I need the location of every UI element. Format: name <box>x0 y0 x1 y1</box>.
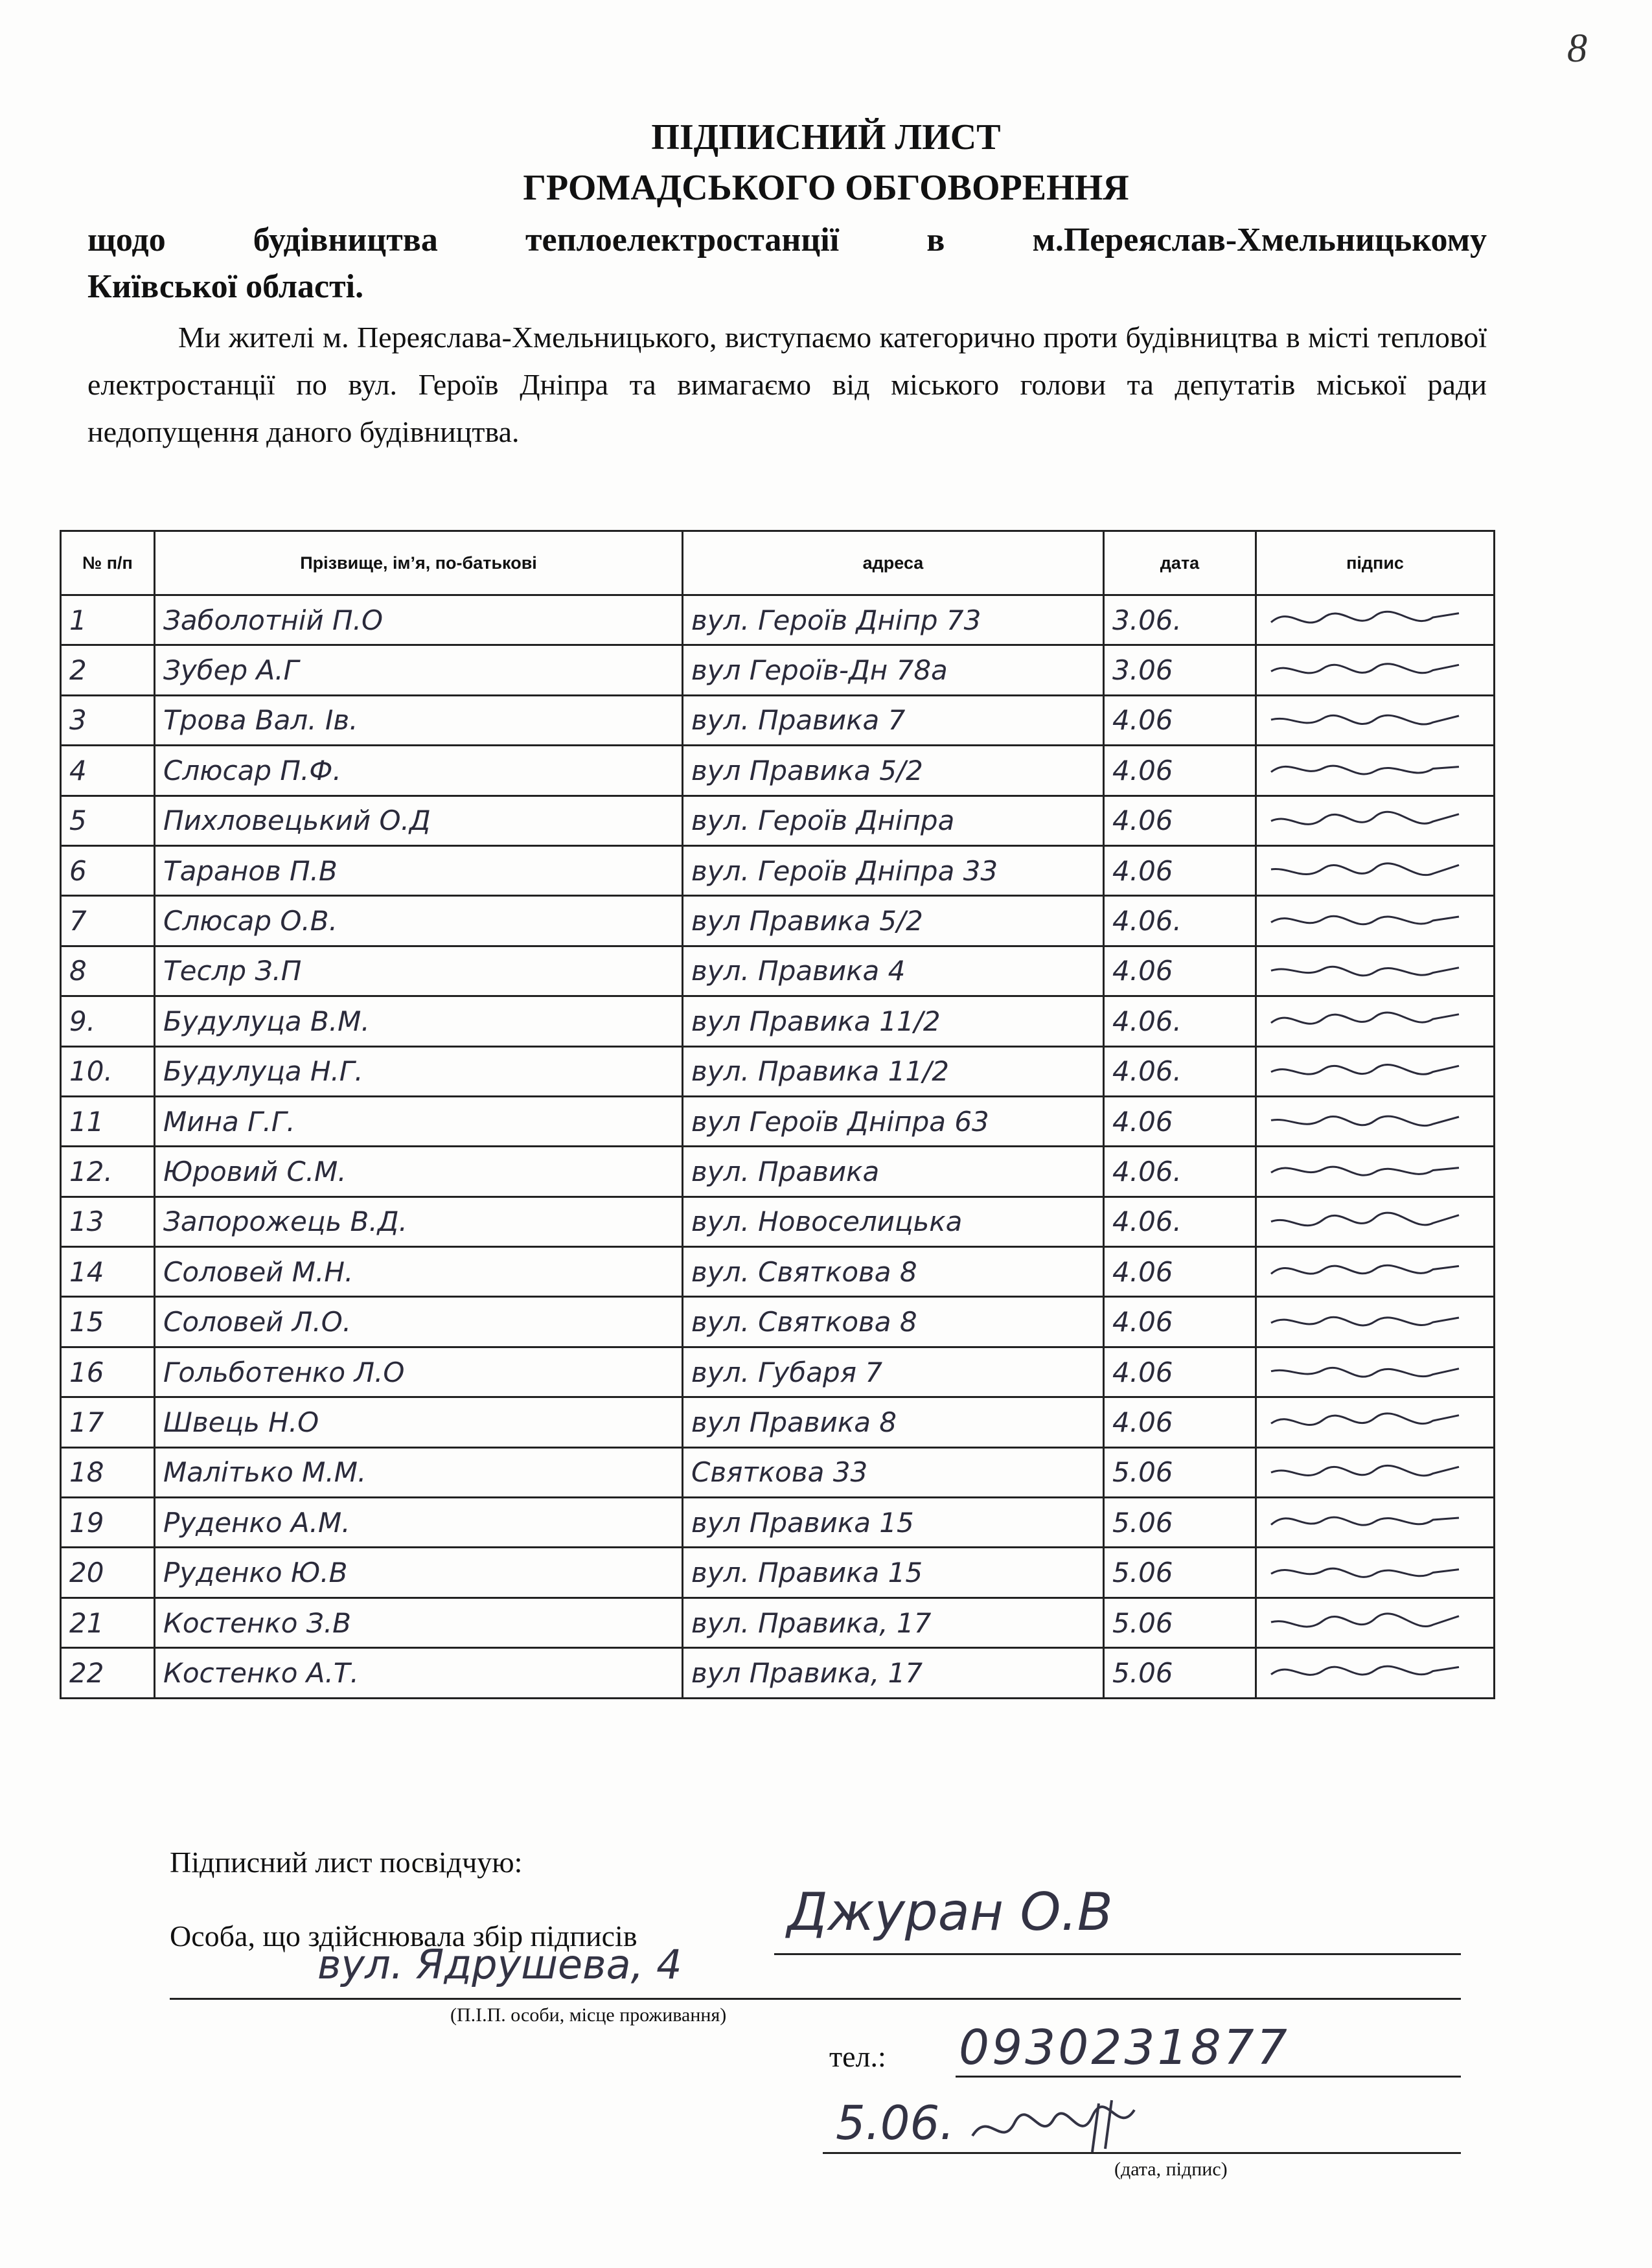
row-address: вул. Правика 4 <box>683 946 1104 996</box>
date-signature-line <box>823 2152 1461 2154</box>
row-number: 10. <box>61 1046 155 1096</box>
row-address: Святкова 33 <box>683 1447 1104 1497</box>
row-address: вул Героїв Дніпра 63 <box>683 1096 1104 1146</box>
row-signature <box>1256 695 1495 745</box>
row-number: 19 <box>61 1498 155 1548</box>
row-address: вул. Правика <box>683 1147 1104 1197</box>
row-signature <box>1256 1247 1495 1297</box>
row-number: 20 <box>61 1548 155 1598</box>
date-caption: (дата, підпис) <box>1114 2159 1228 2180</box>
collector-signature-icon <box>969 2097 1138 2155</box>
phone-line <box>956 2076 1461 2078</box>
date-value: 5.06. <box>836 2096 955 2150</box>
table-header-row <box>61 531 1495 595</box>
row-date: 4.06. <box>1104 996 1256 1046</box>
row-date: 4.06. <box>1104 1197 1256 1246</box>
row-signature <box>1256 1046 1495 1096</box>
table-row <box>61 996 1495 1046</box>
row-address: вул. Правика 11/2 <box>683 1046 1104 1096</box>
table-row <box>61 1498 1495 1548</box>
row-address: вул Правика 11/2 <box>683 996 1104 1046</box>
row-signature <box>1256 1598 1495 1647</box>
row-address: вул Героїв-Дн 78а <box>683 645 1104 695</box>
row-signature <box>1256 1096 1495 1146</box>
header-num: № п/п <box>61 531 155 595</box>
row-number: 16 <box>61 1347 155 1397</box>
row-address: вул. Святкова 8 <box>683 1247 1104 1297</box>
handwritten-signature-icon <box>1265 1401 1478 1443</box>
handwritten-signature-icon <box>1265 1150 1478 1193</box>
row-signature <box>1256 1397 1495 1447</box>
handwritten-signature-icon <box>1265 1301 1478 1344</box>
row-address: вул. Героїв Дніпра 33 <box>683 845 1104 895</box>
handwritten-signature-icon <box>1265 599 1478 641</box>
row-number: 14 <box>61 1247 155 1297</box>
table-row <box>61 1598 1495 1647</box>
handwritten-signature-icon <box>1265 849 1478 892</box>
table-row <box>61 1297 1495 1347</box>
row-name: Руденко Ю.В <box>155 1548 683 1598</box>
handwritten-signature-icon <box>1265 749 1478 792</box>
row-date: 4.06 <box>1104 1247 1256 1297</box>
handwritten-signature-icon <box>1265 1351 1478 1393</box>
row-date: 5.06 <box>1104 1498 1256 1548</box>
document-title: ПІДПИСНИЙ ЛИСТ <box>651 117 1001 157</box>
row-number: 13 <box>61 1197 155 1246</box>
row-name: Руденко А.М. <box>155 1498 683 1548</box>
row-signature <box>1256 1498 1495 1548</box>
row-number: 17 <box>61 1397 155 1447</box>
date-signature <box>836 2096 1138 2155</box>
appeal-text: Ми жителі м. Переяслава-Хмельницького, виступаємо категорично проти будівництва в місті теплової електростанції по вул. Героїв Дніпра та вимагаємо від міського голови та депутатів міської ради недопущення даного будівництва. <box>87 321 1487 448</box>
row-address: вул Правика 5/2 <box>683 746 1104 796</box>
phone-value: 0930231877 <box>959 2020 1290 2076</box>
row-number: 7 <box>61 896 155 946</box>
row-name: Запорожець В.Д. <box>155 1197 683 1246</box>
row-address: вул. Губаря 7 <box>683 1347 1104 1397</box>
row-date: 4.06 <box>1104 746 1256 796</box>
handwritten-signature-icon <box>1265 900 1478 943</box>
row-number: 8 <box>61 946 155 996</box>
row-name: Малітько М.М. <box>155 1447 683 1497</box>
handwritten-signature-icon <box>1265 699 1478 742</box>
handwritten-signature-icon <box>1265 1200 1478 1243</box>
row-signature <box>1256 1197 1495 1246</box>
row-number: 4 <box>61 746 155 796</box>
row-signature <box>1256 1648 1495 1698</box>
row-signature <box>1256 996 1495 1046</box>
person-caption: (П.І.П. особи, місце проживання) <box>450 2004 727 2026</box>
row-name: Будулуца Н.Г. <box>155 1046 683 1096</box>
row-signature <box>1256 946 1495 996</box>
row-signature <box>1256 1147 1495 1197</box>
row-signature <box>1256 796 1495 845</box>
row-signature <box>1256 1297 1495 1347</box>
row-number: 21 <box>61 1598 155 1647</box>
row-date: 5.06 <box>1104 1447 1256 1497</box>
row-number: 3 <box>61 695 155 745</box>
handwritten-signature-icon <box>1265 1651 1478 1694</box>
table-row <box>61 1197 1495 1246</box>
row-date: 4.06 <box>1104 695 1256 745</box>
phone-label: тел.: <box>829 2040 886 2073</box>
row-date: 4.06. <box>1104 1046 1256 1096</box>
row-name: Пихловецький О.Д <box>155 796 683 845</box>
row-date: 5.06 <box>1104 1598 1256 1647</box>
row-name: Таранов П.В <box>155 845 683 895</box>
table-row <box>61 695 1495 745</box>
row-name: Костенко А.Т. <box>155 1648 683 1698</box>
row-address: вул. Правика 15 <box>683 1548 1104 1598</box>
certification-title: Підписний лист посвідчую: <box>170 1846 523 1879</box>
handwritten-signature-icon <box>1265 1100 1478 1143</box>
row-signature <box>1256 845 1495 895</box>
row-signature <box>1256 746 1495 796</box>
row-name: Будулуца В.М. <box>155 996 683 1046</box>
table-row <box>61 746 1495 796</box>
row-name: Слюсар П.Ф. <box>155 746 683 796</box>
row-name: Теслр З.П <box>155 946 683 996</box>
row-signature <box>1256 645 1495 695</box>
row-number: 18 <box>61 1447 155 1497</box>
header-name: Прізвище, ім’я, по-батькові <box>155 531 683 595</box>
row-date: 3.06 <box>1104 645 1256 695</box>
table-row <box>61 1648 1495 1698</box>
row-number: 5 <box>61 796 155 845</box>
table-row <box>61 896 1495 946</box>
row-name: Трова Вал. Ів. <box>155 695 683 745</box>
row-date: 4.06 <box>1104 1297 1256 1347</box>
row-signature <box>1256 1347 1495 1397</box>
table-row <box>61 1347 1495 1397</box>
row-name: Мина Г.Г. <box>155 1096 683 1146</box>
row-date: 4.06 <box>1104 1096 1256 1146</box>
table-row <box>61 1046 1495 1096</box>
row-address: вул Правика, 17 <box>683 1648 1104 1698</box>
row-name: Швець Н.О <box>155 1397 683 1447</box>
collector-address: вул. Ядрушева, 4 <box>317 1941 682 1988</box>
handwritten-signature-icon <box>1265 950 1478 992</box>
header-date: дата <box>1104 531 1256 595</box>
table-row <box>61 1147 1495 1197</box>
row-number: 2 <box>61 645 155 695</box>
collector-name-line <box>774 1953 1461 1955</box>
row-address: вул. Героїв Дніпра <box>683 796 1104 845</box>
subject-line-2: Київської області. <box>87 268 364 305</box>
handwritten-signature-icon <box>1265 1050 1478 1093</box>
row-name: Костенко З.В <box>155 1598 683 1647</box>
row-name: Заболотній П.О <box>155 595 683 645</box>
row-date: 4.06. <box>1104 896 1256 946</box>
page-number: 8 <box>1567 27 1587 71</box>
row-signature <box>1256 1548 1495 1598</box>
row-signature <box>1256 595 1495 645</box>
row-number: 12. <box>61 1147 155 1197</box>
header-signature: підпис <box>1256 531 1495 595</box>
row-date: 3.06. <box>1104 595 1256 645</box>
table-row <box>61 1096 1495 1146</box>
row-date: 4.06. <box>1104 1147 1256 1197</box>
row-date: 4.06 <box>1104 1347 1256 1397</box>
subject-line-1: щодо будівництва теплоелектростанції в м.Переяслав-Хмельницькому <box>87 222 1487 258</box>
row-name: Зубер А.Г <box>155 645 683 695</box>
row-number: 15 <box>61 1297 155 1347</box>
row-number: 9. <box>61 996 155 1046</box>
handwritten-signature-icon <box>1265 1501 1478 1544</box>
row-date: 5.06 <box>1104 1548 1256 1598</box>
table-row <box>61 1247 1495 1297</box>
row-name: Соловей М.Н. <box>155 1247 683 1297</box>
row-signature <box>1256 1447 1495 1497</box>
row-address: вул. Правика, 17 <box>683 1598 1104 1647</box>
row-address: вул. Правика 7 <box>683 695 1104 745</box>
handwritten-signature-icon <box>1265 1000 1478 1042</box>
handwritten-signature-icon <box>1265 1250 1478 1293</box>
table-row <box>61 1548 1495 1598</box>
row-number: 6 <box>61 845 155 895</box>
handwritten-signature-icon <box>1265 1601 1478 1644</box>
collector-address-line <box>170 1998 1461 2000</box>
table-row <box>61 595 1495 645</box>
row-number: 11 <box>61 1096 155 1146</box>
collector-label: Особа, що здійснювала збір підписів <box>170 1919 637 1953</box>
row-date: 5.06 <box>1104 1648 1256 1698</box>
row-date: 4.06 <box>1104 796 1256 845</box>
handwritten-signature-icon <box>1265 1451 1478 1494</box>
row-address: вул. Героїв Дніпр 73 <box>683 595 1104 645</box>
row-address: вул Правика 15 <box>683 1498 1104 1548</box>
table-row <box>61 946 1495 996</box>
row-signature <box>1256 896 1495 946</box>
row-name: Соловей Л.О. <box>155 1297 683 1347</box>
row-date: 4.06 <box>1104 946 1256 996</box>
row-address: вул. Новоселицька <box>683 1197 1104 1246</box>
row-date: 4.06 <box>1104 1397 1256 1447</box>
handwritten-signature-icon <box>1265 649 1478 692</box>
header-address: адреса <box>683 531 1104 595</box>
handwritten-signature-icon <box>1265 799 1478 842</box>
row-number: 1 <box>61 595 155 645</box>
handwritten-signature-icon <box>1265 1552 1478 1594</box>
signature-table <box>60 530 1495 1699</box>
row-address: вул Правика 8 <box>683 1397 1104 1447</box>
row-number: 22 <box>61 1648 155 1698</box>
row-name: Слюсар О.В. <box>155 896 683 946</box>
table-row <box>61 1397 1495 1447</box>
row-name: Гольботенко Л.О <box>155 1347 683 1397</box>
table-row <box>61 645 1495 695</box>
row-name: Юровий С.М. <box>155 1147 683 1197</box>
row-address: вул Правика 5/2 <box>683 896 1104 946</box>
table-row <box>61 796 1495 845</box>
document-subtitle: ГРОМАДСЬКОГО ОБГОВОРЕННЯ <box>523 168 1129 208</box>
row-date: 4.06 <box>1104 845 1256 895</box>
table-row <box>61 1447 1495 1497</box>
row-address: вул. Святкова 8 <box>683 1297 1104 1347</box>
table-row <box>61 845 1495 895</box>
collector-name: Джуран О.В <box>787 1882 1113 1942</box>
